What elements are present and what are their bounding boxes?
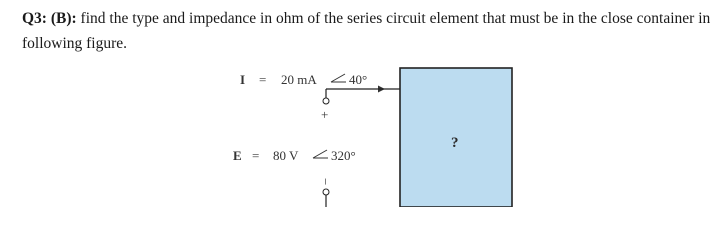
minus-sign: − bbox=[318, 178, 333, 186]
voltage-equals: = bbox=[252, 148, 260, 163]
plus-sign: + bbox=[321, 107, 329, 122]
question-label: Q3: (B): bbox=[22, 10, 77, 27]
container-question-mark: ? bbox=[451, 135, 459, 151]
question-body: find the type and impedance in ohm of the series circuit element that must be in the close container in following figure. bbox=[22, 10, 711, 52]
positive-terminal bbox=[323, 98, 329, 104]
current-magnitude: 20 mA bbox=[281, 72, 317, 87]
voltage-magnitude: 80 V bbox=[273, 148, 299, 163]
current-angle: 40° bbox=[349, 72, 368, 87]
voltage-angle: 320° bbox=[331, 148, 356, 163]
current-angle-icon bbox=[331, 74, 346, 82]
current-equals: = bbox=[259, 72, 267, 87]
voltage-symbol: E bbox=[233, 148, 242, 163]
current-symbol: I bbox=[240, 72, 246, 87]
voltage-angle-icon bbox=[313, 150, 328, 158]
negative-terminal bbox=[323, 189, 329, 195]
